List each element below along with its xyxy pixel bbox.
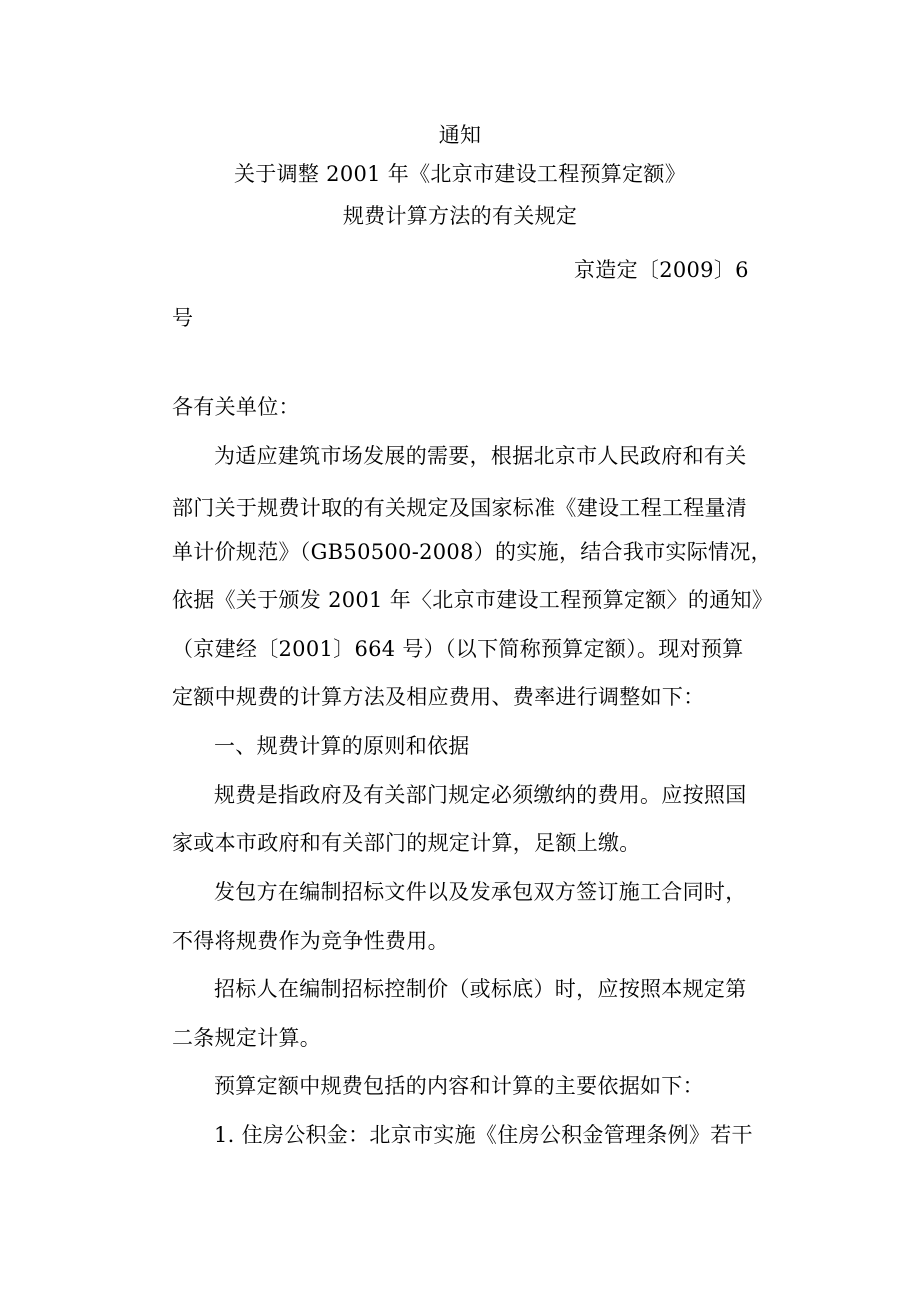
body-line: 招标人在编制招标控制价（或标底）时，应按照本规定第: [214, 977, 747, 1001]
document-subtitle-line-2: 规费计算方法的有关规定: [342, 204, 578, 228]
section-heading: 一、规费计算的原则和依据: [214, 734, 470, 758]
body-line: 发包方在编制招标文件以及发承包双方签订施工合同时，: [214, 880, 747, 904]
body-line: 二条规定计算。: [172, 1026, 322, 1050]
greeting: 各有关单位：: [172, 395, 300, 419]
document-title: 通知: [438, 123, 482, 147]
body-line: 为适应建筑市场发展的需要，根据北京市人民政府和有关: [214, 444, 747, 468]
body-line: 预算定额中规费包括的内容和计算的主要依据如下：: [214, 1074, 704, 1098]
body-line: 不得将规费作为竞争性费用。: [172, 929, 449, 953]
document-number: 京造定〔2009〕6: [574, 258, 749, 282]
list-item: 1. 住房公积金：北京市实施《住房公积金管理条例》若干: [214, 1123, 753, 1147]
body-line: 规费是指政府及有关部门规定必须缴纳的费用。应按照国: [214, 783, 747, 807]
body-line: 依据《关于颁发 2001 年〈北京市建设工程预算定额〉的通知》: [172, 588, 774, 612]
document-number-suffix: 号: [172, 306, 194, 330]
body-line: （京建经〔2001〕664 号）（以下简称预算定额）。现对预算: [172, 637, 744, 661]
body-line: 家或本市政府和有关部门的规定计算，足额上缴。: [172, 831, 641, 855]
body-line: 定额中规费的计算方法及相应费用、费率进行调整如下：: [172, 685, 705, 709]
body-line: 单计价规范》（GB50500-2008）的实施，结合我市实际情况，: [172, 540, 772, 564]
body-line: 部门关于规费计取的有关规定及国家标准《建设工程工程量清: [172, 496, 748, 520]
document-subtitle-line-1: 关于调整 2001 年《北京市建设工程预算定额》: [234, 162, 686, 186]
